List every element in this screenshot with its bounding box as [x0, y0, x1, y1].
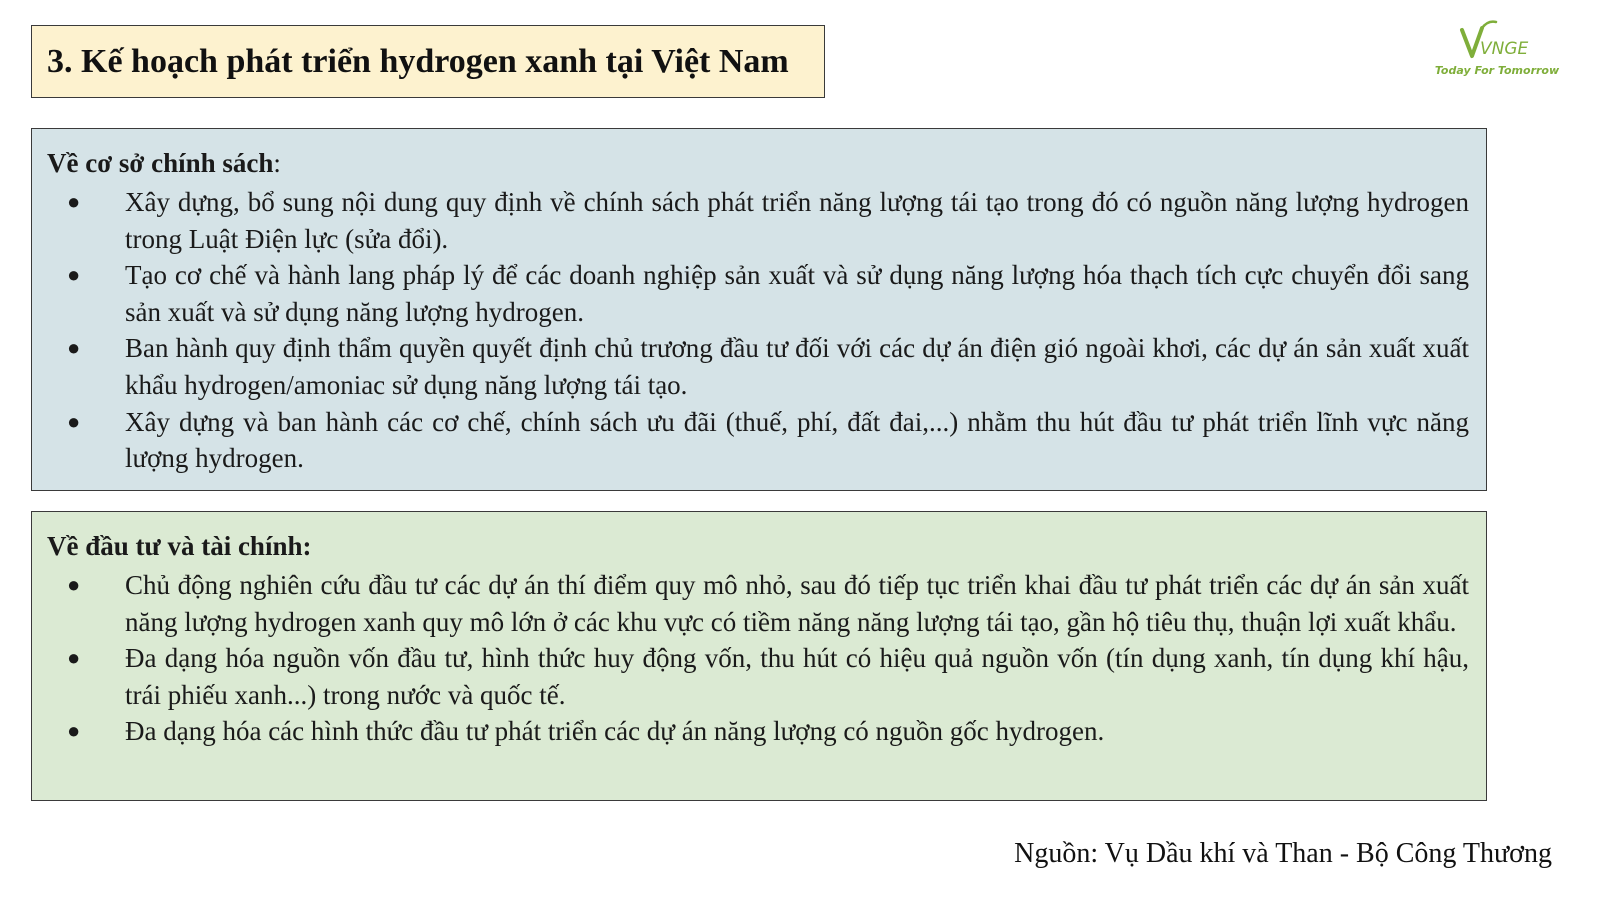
finance-list-item [47, 567, 1469, 640]
policy-list-item [47, 330, 1469, 403]
finance-heading: Về đầu tư và tài chính: [47, 531, 312, 561]
policy-item-text: Ban hành quy định thẩm quyền quyết định chủ trương đầu tư đối với các dự án điện gió ngoài khơi, các dự án sản xuất xuất khẩu hydrogen/amoniac sử dụng năng lượng tái tạo. [125, 333, 1469, 400]
bullet-icon: ● [67, 718, 81, 744]
bullet-icon: ● [67, 335, 81, 361]
finance-item-text: Đa dạng hóa các hình thức đầu tư phát triển các dự án năng lượng có nguồn gốc hydrogen. [125, 716, 1105, 747]
brand-logo [1418, 14, 1576, 84]
slide-title-box [31, 25, 825, 98]
vnge-logo-icon [1458, 18, 1538, 62]
finance-list [47, 567, 1469, 750]
finance-item-text: Chủ động nghiên cứu đầu tư các dự án thí điểm quy mô nhỏ, sau đó tiếp tục triển khai đầu tư phát triển các dự án sản xuất năng lượng hydrogen xanh quy mô lớn ở các khu vực có tiềm năng năng lượng tái tạo, gần hộ tiêu thụ, thuận lợi xuất khẩu. [125, 570, 1469, 637]
policy-heading [47, 145, 1469, 182]
policy-item-text: Xây dựng, bổ sung nội dung quy định về chính sách phát triển năng lượng tái tạo trong đó có nguồn năng lượng hydrogen trong Luật Điện lực (sửa đổi). [125, 187, 1469, 254]
policy-list-item [47, 404, 1469, 477]
policy-heading-colon: : [273, 148, 281, 178]
source-citation: Nguồn: Vụ Dầu khí và Than - Bộ Công Thương [1014, 838, 1552, 869]
policy-list-item [47, 257, 1469, 330]
policy-section [31, 128, 1487, 491]
policy-list [47, 184, 1469, 477]
bullet-icon: ● [67, 645, 81, 671]
finance-item-text: Đa dạng hóa nguồn vốn đầu tư, hình thức huy động vốn, thu hút có hiệu quả nguồn vốn (tín dụng xanh, tín dụng khí hậu, trái phiếu xanh...) trong nước và quốc tế. [125, 643, 1469, 710]
slide-title: 3. Kế hoạch phát triển hydrogen xanh tại Việt Nam [47, 42, 789, 80]
policy-heading-text: Về cơ sở chính sách [47, 148, 274, 178]
bullet-icon: ● [67, 408, 81, 434]
logo-brand-text: VNGE [1480, 39, 1529, 59]
logo-tagline: Today For Tomorrow [1434, 64, 1560, 77]
policy-list-item [47, 184, 1469, 257]
bullet-icon: ● [67, 572, 81, 597]
finance-list-item [47, 713, 1469, 750]
finance-list-item [47, 640, 1469, 713]
bullet-icon: ● [67, 189, 81, 214]
policy-item-text: Tạo cơ chế và hành lang pháp lý để các doanh nghiệp sản xuất và sử dụng năng lượng hóa thạch tích cực chuyển đổi sang sản xuất và sử dụng năng lượng hydrogen. [125, 260, 1469, 327]
policy-item-text: Xây dựng và ban hành các cơ chế, chính sách ưu đãi (thuế, phí, đất đai,...) nhằm thu hút đầu tư phát triển lĩnh vực năng lượng hydrogen. [125, 406, 1469, 474]
bullet-icon: ● [67, 262, 81, 288]
finance-section [31, 511, 1487, 801]
